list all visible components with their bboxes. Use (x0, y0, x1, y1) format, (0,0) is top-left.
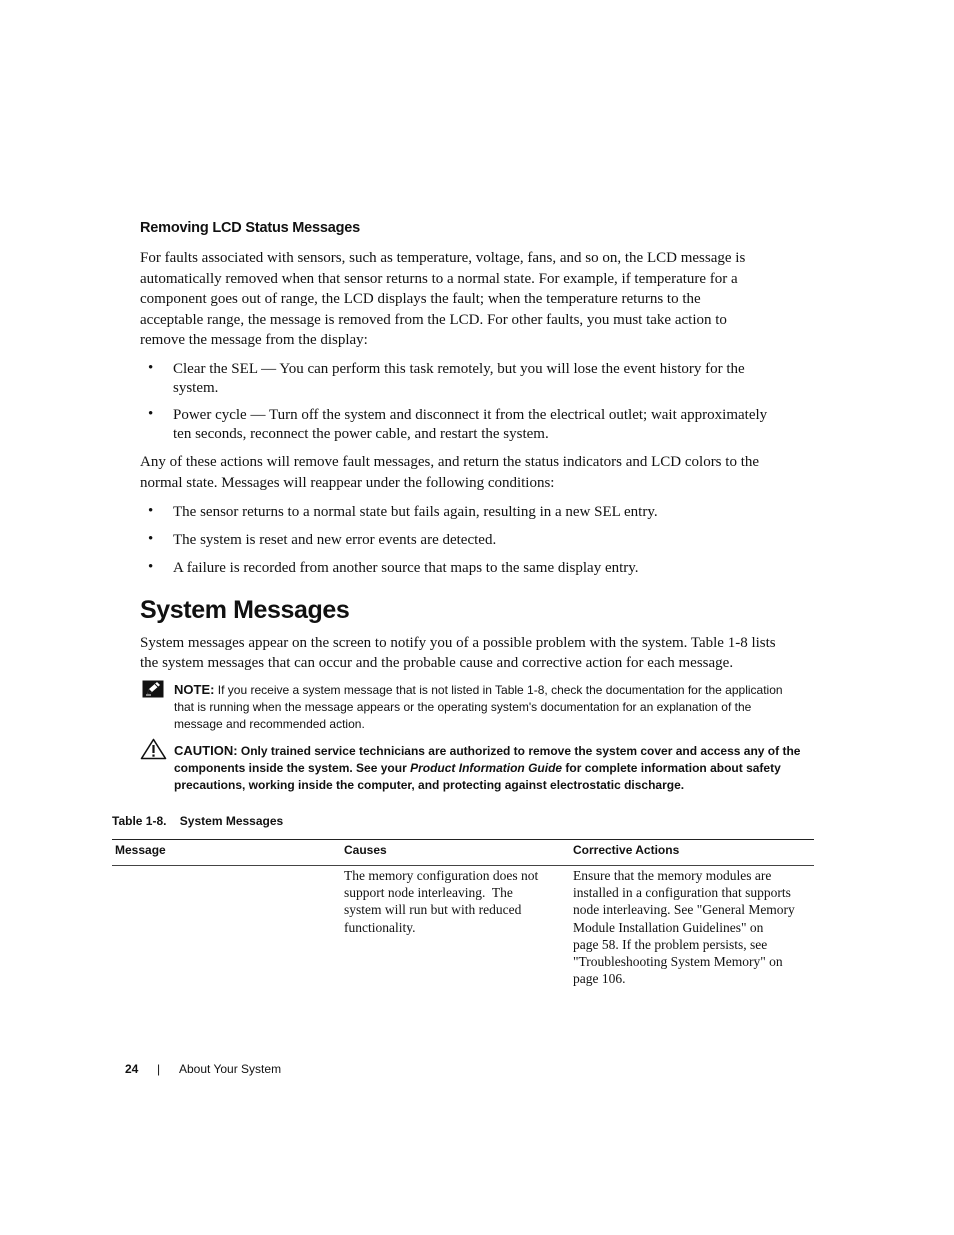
text-line: Ensure that the memory modules are (573, 868, 772, 883)
text-line (174, 681, 819, 699)
list-item (173, 406, 818, 444)
text-line (174, 760, 819, 777)
caution-text: Only trained service technicians are authorized to remove the system cover and access any of the (240, 744, 801, 758)
section-heading: System Messages (140, 596, 350, 624)
text-line: the system messages that can occur and the probable cause and corrective action for each message. (140, 654, 734, 671)
text-line: The memory configuration does not (344, 868, 539, 883)
note-text: If you receive a system message that is not listed in Table 1-8, check the documentation for the application (217, 683, 783, 697)
caution-text: components inside the system. See your (174, 761, 411, 776)
text-line: automatically removed when that sensor returns to a normal state. For example, if temperature for a (140, 270, 738, 287)
list-item: A failure is recorded from another source that maps to the same display entry. (173, 560, 639, 576)
text-line: Power cycle — Turn off the system and disconnect it from the electrical outlet; wait approximately (173, 407, 768, 423)
text-line: ten seconds, reconnect the power cable, and restart the system. (173, 426, 549, 442)
system-messages-intro (140, 634, 830, 673)
list-item: The system is reset and new error events are detected. (173, 532, 497, 548)
document-title: Product Information Guide (410, 761, 563, 776)
text-line: System messages appear on the screen to notify you of a possible problem with the system. Table 1-8 lists (140, 635, 776, 651)
text-line: that is running when the message appears or the operating system's documentation for an explanation of the (174, 700, 752, 715)
footer-chapter-title: About Your System (179, 1062, 282, 1076)
table-top-rule (112, 839, 814, 840)
bullet-marker: • (148, 406, 154, 422)
text-line: acceptable range, the message is removed from the LCD. For other faults, you must take action to (140, 311, 727, 328)
table-header-rule (112, 865, 814, 866)
bullet-marker: • (148, 559, 154, 575)
text-line: node interleaving. See "General Memory (573, 902, 795, 918)
note-pencil-icon (142, 680, 164, 698)
text-line: For faults associated with sensors, such as temperature, voltage, fans, and so on, the LCD message is (140, 250, 746, 266)
text-line: normal state. Messages will reappear under the following conditions: (140, 474, 555, 491)
text-line: system will run but with reduced (344, 902, 522, 918)
caution-block (174, 742, 819, 795)
text-line: Any of these actions will remove fault messages, and return the status indicators and LCD colors to the (140, 454, 760, 470)
text-line: installed in a configuration that supports (573, 885, 791, 901)
table-caption: Table 1-8. System Messages (112, 814, 284, 828)
text-line: page 58. If the problem persists, see (573, 936, 768, 952)
page-number: 24 (125, 1062, 139, 1076)
section-subheading: Removing LCD Status Messages (140, 220, 361, 236)
note-label: NOTE: (174, 682, 215, 697)
text-line: support node interleaving. The (344, 885, 513, 901)
text-line: page 106. (573, 971, 626, 987)
text-line: component goes out of range, the LCD displays the fault; when the temperature returns to the (140, 291, 701, 307)
footer-separator: | (157, 1062, 161, 1076)
caution-label: CAUTION: (174, 743, 238, 758)
list-item (173, 360, 818, 398)
text-line: system. (173, 380, 219, 396)
caution-warning-icon (140, 738, 167, 760)
text-line: functionality. (344, 919, 416, 935)
column-header-actions: Corrective Actions (573, 843, 680, 857)
lcd-paragraph (140, 248, 820, 351)
note-block (174, 681, 819, 734)
table-cell-causes (344, 867, 566, 936)
text-line: precautions, working inside the computer, and protecting against electrostatic discharge. (174, 778, 685, 793)
bullet-marker: • (148, 503, 154, 519)
table-cell-actions (573, 867, 814, 987)
column-header-causes: Causes (344, 843, 387, 857)
text-line: Clear the SEL — You can perform this task remotely, but you will lose the event history for the (173, 361, 745, 377)
conditions-paragraph (140, 452, 820, 493)
text-line: message and recommended action. (174, 717, 365, 732)
list-item: The sensor returns to a normal state but fails again, resulting in a new SEL entry. (173, 504, 658, 520)
text-line: "Troubleshooting System Memory" on (573, 954, 783, 970)
text-line: Module Installation Guidelines" on (573, 919, 764, 935)
caution-text: for complete information about safety (562, 761, 781, 776)
text-line: remove the message from the display: (140, 332, 368, 348)
bullet-marker: • (148, 360, 154, 376)
text-line (174, 742, 819, 760)
column-header-message: Message (115, 843, 166, 857)
bullet-marker: • (148, 531, 154, 547)
